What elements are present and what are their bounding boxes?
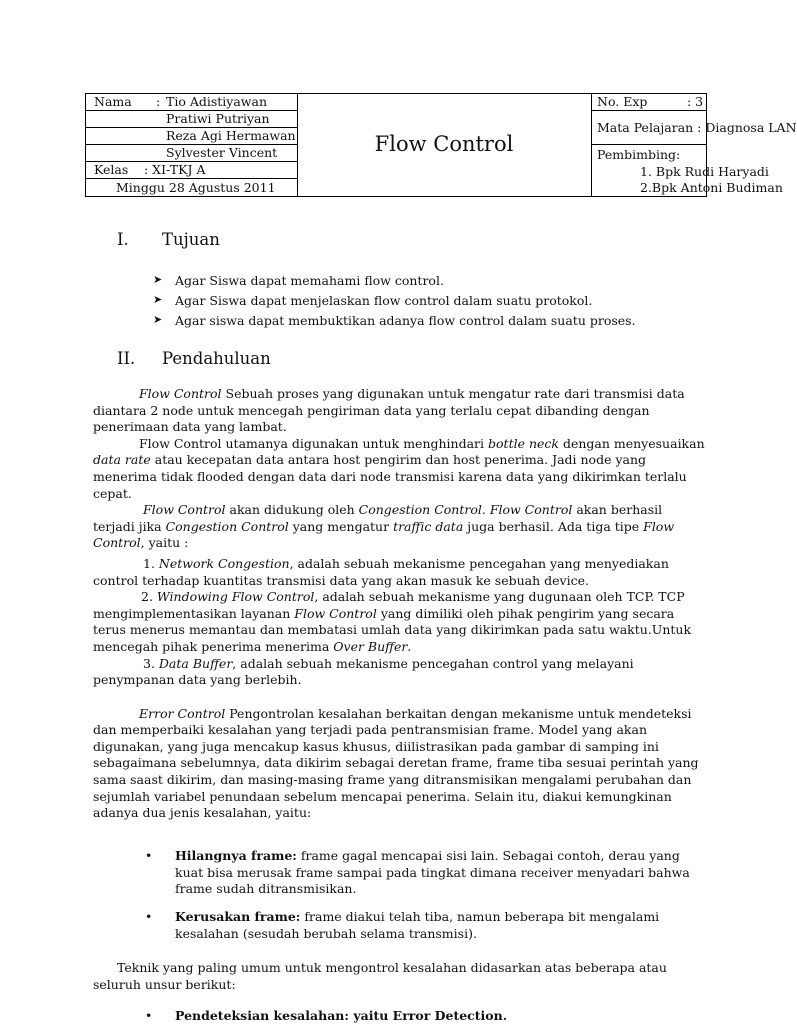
name-4: Sylvester Vincent	[166, 145, 278, 160]
section-1-number: I.	[117, 230, 129, 249]
paragraph-text: Pengontrolan kesalahan berkaitan dengan mekanisme untuk mendeteksi dan memperbaiki kesalahan yang terjadi pada pentransmisian frame. Model yang akan digunakan, yang juga mencakup kasus khusus, diilistrasikan pada gambar di samping ini sebagaimana sebelumnya, data dikirim sebagai deretan frame, frame tiba sesuai perintah yang sama saast dikirim, dan masing-masing frame yang ditransmisikan mengalami perubahan dan sejumlah variabel penundaan sebelum mencapai penerima. Selain itu, diakui kemungkinan adanya dua jenis kesalahan, yaitu:	[93, 705, 699, 821]
tujuan-item-2: Agar Siswa dapat menjelaskan flow control dalam suatu protokol.	[175, 293, 593, 308]
paragraph-text: , adalah sebuah mekanisme pencegahan control yang melayani penympanan data yang berlebih.	[93, 655, 634, 688]
kelas-value: : XI-TKJ A	[144, 162, 206, 177]
paragraph-text: yang dimiliki oleh pihak pengirim yang secara terus menerus memantau dan membatasi umlah data yang dikirimkan pada satu waktu.Untuk mencegah pihak penerima menerima	[93, 605, 692, 654]
name-2: Pratiwi Putriyan	[166, 111, 270, 126]
paragraph-text: akan berhasil terjadi jika	[93, 502, 663, 534]
header-left-column	[86, 94, 298, 196]
document-title: Flow Control	[374, 132, 514, 156]
section-1-title: Tujuan	[162, 230, 220, 249]
mata-pelajaran-row	[591, 111, 797, 145]
term-over-buffer: Over Buffer	[333, 638, 408, 654]
paragraph-text: akan didukung oleh	[225, 502, 359, 518]
term-flow-control: Flow Control	[294, 605, 377, 621]
error-term: Kerusakan frame:	[175, 909, 301, 924]
term-flow-control: Flow Control	[139, 386, 222, 401]
round-bullet-icon: •	[145, 909, 153, 924]
term-flow-control: Flow Control	[143, 502, 226, 518]
paragraph-error-techniques	[93, 960, 705, 993]
term-traffic-data: traffic data	[393, 518, 464, 534]
paragraph-flow-control-definition	[93, 386, 705, 436]
error-description: frame gagal mencapai sisi lain. Sebagai contoh, derau yang kuat bisa merusak frame sampai pada tingkat dimana receiver menyadari bahwa frame sudah ditransmisikan.	[175, 848, 690, 897]
error-term: Hilangnya frame:	[175, 848, 297, 863]
term-congestion-control: Congestion Control	[358, 502, 482, 518]
term-bottle-neck: bottle neck	[488, 435, 559, 451]
paragraph-text: .	[481, 502, 490, 518]
date: Minggu 28 Agustus 2011	[116, 180, 276, 195]
name-row-3	[86, 128, 297, 145]
term-congestion-control: Congestion Control	[165, 518, 289, 534]
paragraph-text: juga berhasil. Ada tiga tipe	[463, 518, 644, 534]
term-data-buffer: Data Buffer	[158, 655, 233, 671]
paragraph-text: yang mengatur	[288, 518, 394, 534]
tujuan-item-3: Agar siswa dapat membuktikan adanya flow control dalam suatu proses.	[175, 313, 636, 328]
paragraph-text: atau kecepatan data antara host pengirim dan host penerima. Jadi node yang menerima tidak flooded dengan data dari node transmisi karena data yang dikirimkan terlalu cepat.	[93, 452, 687, 501]
term-data-rate: data rate	[93, 452, 151, 468]
pembimbing-label: Pembimbing:	[597, 147, 681, 162]
detection-item-text	[175, 1008, 705, 1025]
header-right-column	[591, 94, 797, 196]
kelas-row	[86, 162, 297, 179]
error-description: frame diakui telah tiba, namun beberapa bit mengalami kesalahan (sesudah berubah selama transmisi).	[175, 909, 660, 941]
no-exp-value: : 3	[687, 94, 704, 109]
paragraph-text: .	[407, 638, 412, 654]
paragraph-text: dengan menyesuaikan	[558, 435, 705, 451]
arrowhead-bullet-icon: ➤	[153, 273, 163, 286]
header-title-column	[297, 94, 592, 196]
round-bullet-icon: •	[145, 848, 153, 863]
tujuan-item-1: Agar Siswa dapat memahami flow control.	[175, 273, 444, 288]
arrowhead-bullet-icon: ➤	[153, 313, 163, 326]
type-number: 3.	[143, 655, 159, 671]
term-flow-control: Flow Control	[93, 518, 675, 551]
mata-pelajaran: Mata Pelajaran : Diagnosa LAN	[597, 120, 797, 135]
no-exp-row	[591, 94, 706, 111]
round-bullet-icon: •	[145, 1008, 153, 1023]
paragraph-text: Teknik yang paling umum untuk mengontrol kesalahan didasarkan atas beberapa atau seluruh unsur berikut:	[93, 960, 667, 992]
paragraph-congestion-control	[93, 502, 705, 552]
paragraph-text: Flow Control utamanya digunakan untuk menghindari	[139, 435, 489, 451]
name-row-4	[86, 145, 297, 162]
paragraph-text: , adalah sebuah mekanisme pencegahan yang menyediakan control terhadap kuantitas transmisi data yang akan masuk ke sebuah device.	[93, 555, 669, 588]
type-network-congestion	[93, 556, 705, 589]
term-error-control: Error Control	[139, 705, 226, 721]
arrowhead-bullet-icon: ➤	[153, 293, 163, 306]
section-2-title: Pendahuluan	[162, 349, 271, 368]
header-table	[85, 93, 797, 197]
nama-row	[86, 94, 297, 111]
name-row-2	[86, 111, 297, 128]
detection-term: Pendeteksian kesalahan:	[175, 1008, 349, 1023]
paragraph-text: , adalah sebuah mekanisme yang dugunaan oleh TCP. TCP mengimplementasikan layanan	[93, 589, 685, 621]
pembimbing-1: 1. Bpk Rudi Haryadi	[640, 164, 769, 179]
section-2-number: II.	[117, 349, 136, 368]
type-windowing-flow-control	[93, 589, 705, 655]
error-item-text	[175, 848, 705, 898]
name-1: Tio Adistiyawan	[166, 94, 268, 109]
type-data-buffer	[93, 656, 705, 689]
kelas-label: Kelas	[94, 162, 129, 177]
term-windowing-flow-control: Windowing Flow Control	[156, 589, 315, 605]
nama-label: Nama	[94, 94, 132, 109]
paragraph-text: Sebuah proses yang digunakan untuk mengatur rate dari transmisi data diantara 2 node untuk mencegah pengiriman data yang terlalu cepat dibanding dengan penerimaan data yang lambat.	[93, 386, 685, 435]
paragraph-error-control	[93, 706, 705, 822]
type-number: 1.	[143, 555, 159, 571]
term-network-congestion: Network Congestion	[158, 555, 290, 571]
pendahuluan-body	[93, 386, 705, 822]
no-exp-label: No. Exp	[597, 94, 648, 109]
type-number: 2.	[141, 589, 157, 605]
pembimbing-row	[591, 145, 783, 197]
paragraph-text: , yaitu :	[140, 535, 189, 551]
paragraph-flow-control-purpose	[93, 436, 705, 502]
nama-separator: :	[156, 94, 161, 109]
name-3: Reza Agi Hermawan	[166, 128, 296, 143]
pembimbing-2: 2.Bpk Antoni Budiman	[640, 180, 783, 195]
date-row	[86, 179, 297, 197]
detection-description: yaitu Error Detection.	[349, 1008, 508, 1023]
error-item-text	[175, 909, 705, 942]
term-flow-control: Flow Control	[489, 502, 573, 518]
